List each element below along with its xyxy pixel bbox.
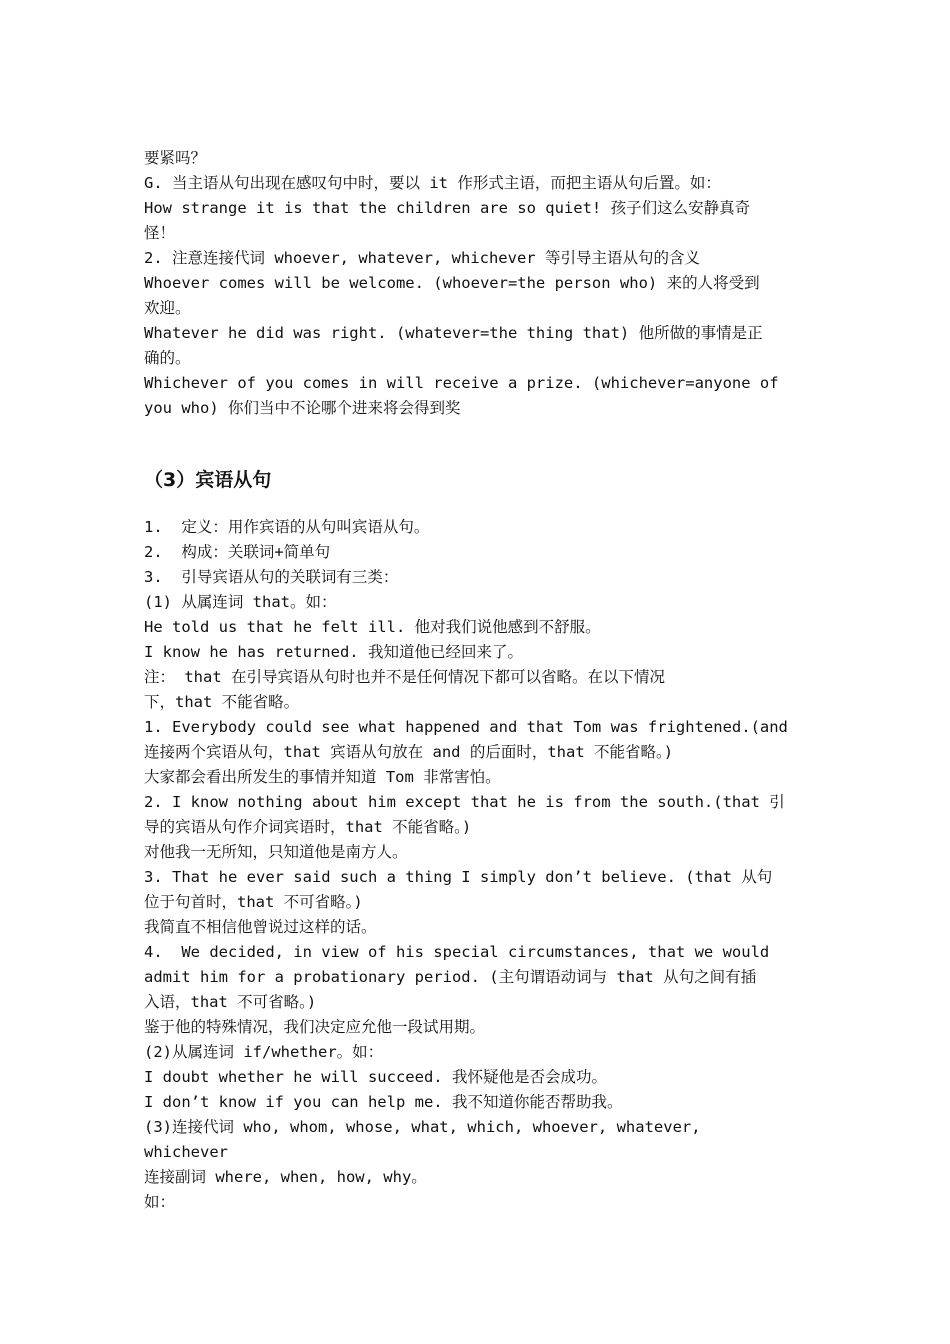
text-line: 连接两个宾语从句，that 宾语从句放在 and 的后面时，that 不能省略。) xyxy=(144,743,674,761)
text-line: 入语，that 不可省略。) xyxy=(144,993,317,1011)
text-line: 欢迎。 xyxy=(144,299,191,317)
text-line: 连接副词 where, when, how, why。 xyxy=(144,1168,427,1186)
text-line: 3. 引导宾语从句的关联词有三类： xyxy=(144,568,399,586)
section-heading: （3）宾语从句 xyxy=(144,469,272,491)
text-line: admit him for a probationary period. (主句谓语动词与 that 从句之间有插 xyxy=(144,968,757,986)
text-line: 对他我一无所知，只知道他是南方人。 xyxy=(144,843,408,861)
text-line: 导的宾语从句作介词宾语时，that 不能省略。) xyxy=(144,818,472,836)
text-line: 如： xyxy=(144,1193,176,1211)
text-line: 位于句首时，that 不可省略。) xyxy=(144,893,363,911)
text-line: 1. Everybody could see what happened and that Tom was frightened.(and xyxy=(144,718,788,736)
text-line: you who) 你们当中不论哪个进来将会得到奖 xyxy=(144,399,461,417)
text-line: (2)从属连词 if/whether。如： xyxy=(144,1043,384,1061)
text-line: He told us that he felt ill. 他对我们说他感到不舒服。 xyxy=(144,618,601,636)
text-line: 1. 定义：用作宾语的从句叫宾语从句。 xyxy=(144,518,430,536)
text-line: 鉴于他的特殊情况，我们决定应允他一段试用期。 xyxy=(144,1018,486,1036)
text-line: Whoever comes will be welcome. (whoever=the person who) 来的人将受到 xyxy=(144,274,760,292)
text-line: 4. We decided, in view of his special circumstances, that we would xyxy=(144,943,770,961)
text-line: Whatever he did was right. (whatever=the thing that) 他所做的事情是正 xyxy=(144,324,763,342)
text-line: 2. 注意连接代词 whoever, whatever, whichever 等引导主语从句的含义 xyxy=(144,249,700,267)
text-line: Whichever of you comes in will receive a prize. (whichever=anyone of xyxy=(144,374,779,392)
text-line: 大家都会看出所发生的事情并知道 Tom 非常害怕。 xyxy=(144,768,501,786)
text-line: 2. 构成：关联词+简单句 xyxy=(144,543,331,561)
text-line: 注： that 在引导宾语从句时也并不是任何情况下都可以省略。在以下情况 xyxy=(144,668,665,686)
text-line: I doubt whether he will succeed. 我怀疑他是否会成功。 xyxy=(144,1068,607,1086)
text-line: (3)连接代词 who, whom, whose, what, which, whoever, whatever, xyxy=(144,1118,701,1136)
text-line: 我简直不相信他曾说过这样的话。 xyxy=(144,918,377,936)
text-line: 要紧吗？ xyxy=(144,149,207,167)
text-line: 确的。 xyxy=(144,349,191,367)
text-line: (1) 从属连词 that。如： xyxy=(144,593,337,611)
text-line: 怪！ xyxy=(144,224,176,242)
text-line: 3. That he ever said such a thing I simply don’t believe. (that 从句 xyxy=(144,868,773,886)
text-line: whichever xyxy=(144,1143,228,1161)
text-line: I don’t know if you can help me. 我不知道你能否帮助我。 xyxy=(144,1093,623,1111)
text-line: 下，that 不能省略。 xyxy=(144,693,300,711)
text-line: I know he has returned. 我知道他已经回来了。 xyxy=(144,643,523,661)
text-line: How strange it is that the children are so quiet! 孩子们这么安静真奇 xyxy=(144,199,751,217)
text-line: G. 当主语从句出现在感叹句中时，要以 it 作形式主语，而把主语从句后置。如： xyxy=(144,174,721,192)
text-line: 2. I know nothing about him except that he is from the south.(that 引 xyxy=(144,793,785,811)
